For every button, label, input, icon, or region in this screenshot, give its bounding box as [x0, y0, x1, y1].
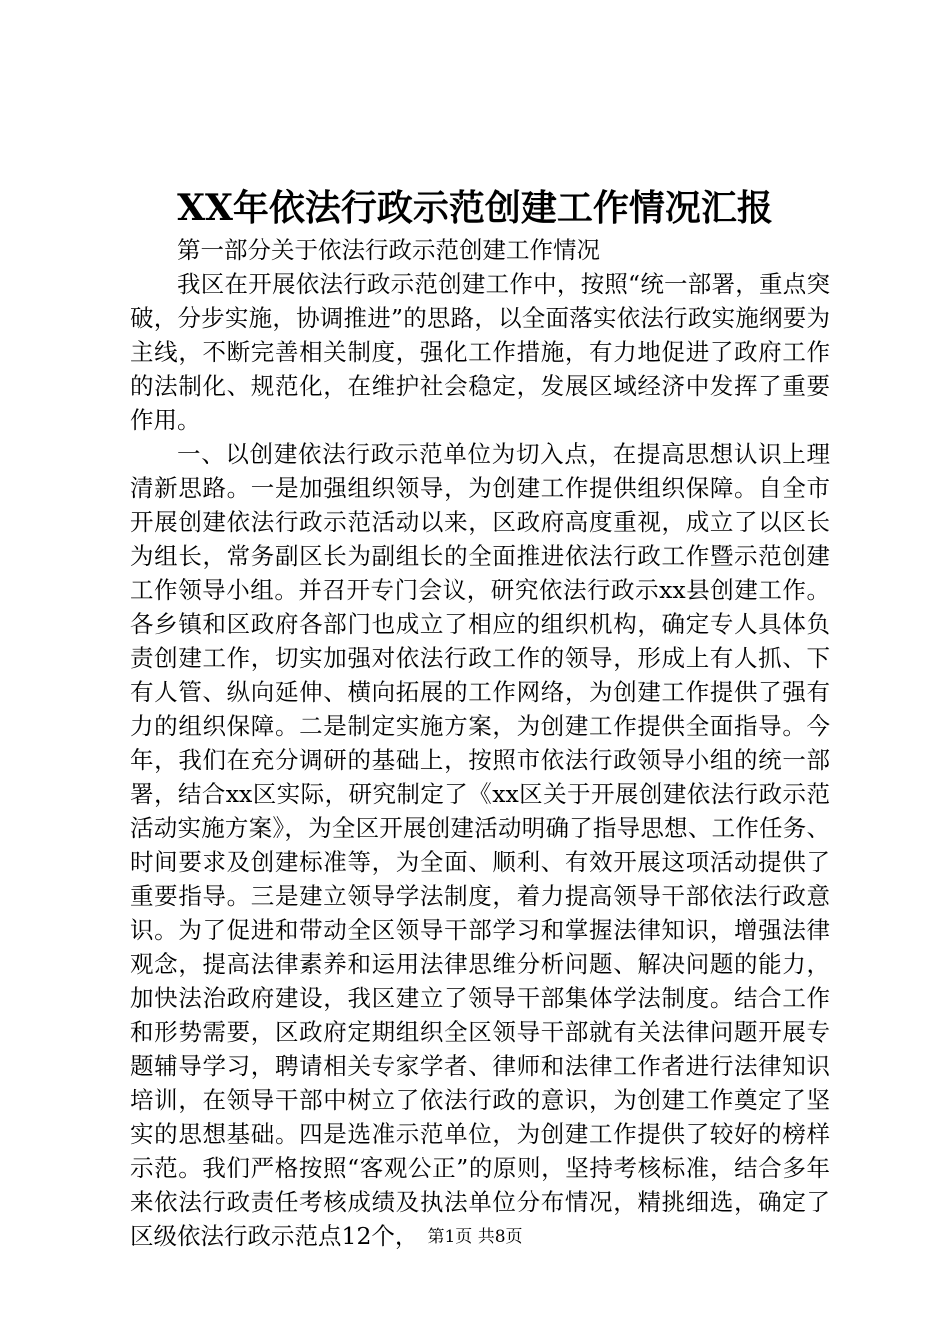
- body-paragraph: 我区在开展依法行政示范创建工作中，按照“统一部署，重点突破，分步实施，协调推进”的思路，以全面落实依法行政实施纲要为主线，不断完善相关制度，强化工作措施，有力地促进了政府工作的法制化、规范化，在维护社会稳定，发展区域经济中发挥了重要作用。: [130, 270, 830, 434]
- document-title: XX年依法行政示范创建工作情况汇报: [177, 187, 773, 229]
- body-paragraph: 一、以创建依法行政示范单位为切入点，在提高思想认识上理清新思路。一是加强组织领导，为创建工作提供组织保障。自全市开展创建依法行政示范活动以来，区政府高度重视，成立了以区长为组长，常务副区长为副组长的全面推进依法行政工作暨示范创建工作领导小组。并召开专门会议，研究依法行政示xx县创建工作。各乡镇和区政府各部门也成立了相应的组织机构，确定专人具体负责创建工作，切实加强对依法行政工作的领导，形成上有人抓、下有人管、纵向延伸、横向拓展的工作网络，为创建工作提供了强有力的组织保障。二是制定实施方案，为创建工作提供全面指导。今年，我们在充分调研的基础上，按照市依法行政领导小组的统一部署，结合xx区实际，研究制定了《xx区关于开展创建依法行政示范活动实施方案》，为全区开展创建活动明确了指导思想、工作任务、时间要求及创建标准等，为全面、顺利、有效开展这项活动提供了重要指导。三是建立领导学法制度，着力提高领导干部依法行政意识。为了促进和带动全区领导干部学习和掌握法律知识，增强法律观念，提高法律素养和运用法律思维分析问题、解决问题的能力，加快法治政府建设，我区建立了领导干部集体学法制度。结合工作和形势需要，区政府定期组织全区领导干部就有关法律问题开展专题辅导学习，聘请相关专家学者、律师和法律工作者进行法律知识培训，在领导干部中树立了依法行政的意识，为创建工作奠定了坚实的思想基础。四是选准示范单位，为创建工作提供了较好的榜样示范。我们严格按照“客观公正”的原则，坚持考核标准，结合多年来依法行政责任考核成绩及执法单位分布情况，精挑细选，确定了区级依法行政示范点12个，: [130, 440, 830, 1250]
- section-heading: 第一部分关于依法行政示范创建工作情况: [177, 236, 600, 264]
- document-body: [130, 233, 830, 1253]
- page-number-footer: 第1页 共8页: [427, 1227, 523, 1247]
